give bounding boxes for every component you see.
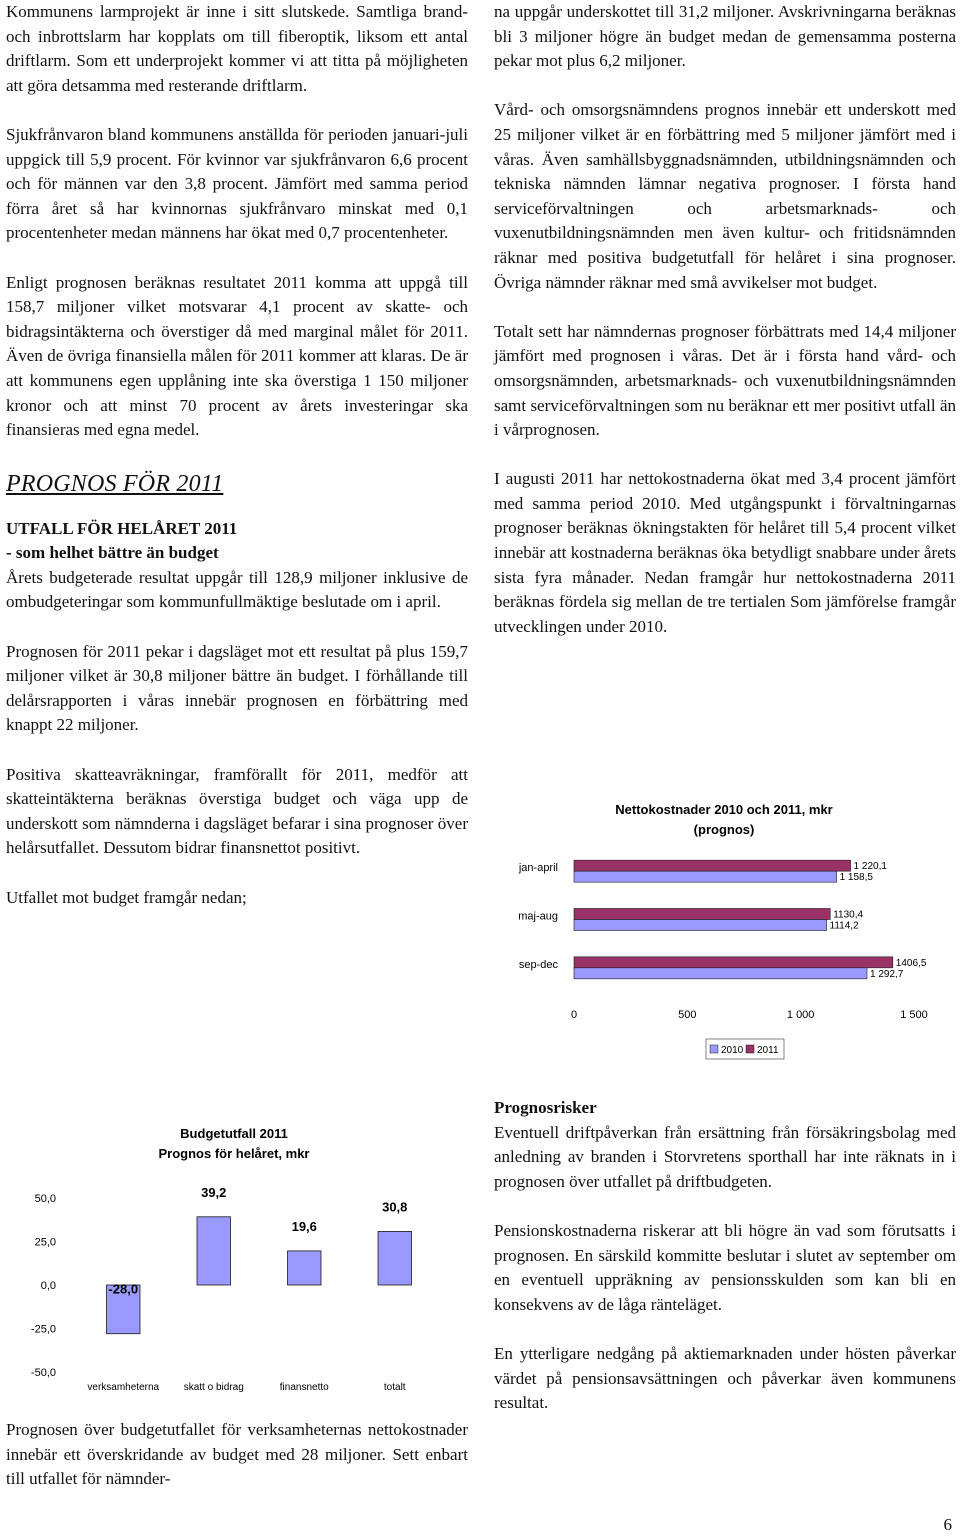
heading-prognosrisker: Prognosrisker: [494, 1098, 597, 1117]
x-category-label: totalt: [383, 1382, 406, 1393]
y-category-label: maj-aug: [518, 910, 558, 923]
paragraph-skatteavrakningar: Positiva skatteavräkningar, framförallt för 2011, medför att skatteintäkterna beräknas överstiga budget och väga upp de underskott som nämnderna i dagsläget befarar i sina prognoser över helårsutfallet. Dessutom bidrar finansnettot positivt.: [6, 764, 468, 858]
x-tick-label: 1 000: [786, 1009, 815, 1021]
bar-value-label: 19,6: [291, 1218, 317, 1234]
bar-finansnetto: [288, 1251, 321, 1285]
y-tick-label: -50,0: [30, 1367, 56, 1379]
chart-subtitle: Prognos för helåret, mkr: [158, 1146, 310, 1161]
bar-value-label: 1 292,7: [870, 968, 904, 980]
y-category-label: jan-april: [518, 862, 558, 875]
bar-value-label: 1 220,1: [853, 861, 887, 873]
left-column-bottom: [6, 1418, 468, 1492]
x-category-label: skatt o bidrag: [183, 1382, 244, 1393]
bar-2011-jan-april: [574, 860, 851, 871]
budgetutfall-chart: [0, 1118, 470, 1400]
bar-value-label: 1130,4: [833, 909, 864, 921]
paragraph-forsakring: Eventuell driftpåverkan från ersättning från försäkringsbolag med anledning av branden i Storvretens sporthall har inte räknats in i prognosen över utfallet på driftbudgeten.: [494, 1122, 956, 1191]
paragraph-totalt: Totalt sett har nämndernas prognoser förbättrats med 14,4 miljoner jämfört med prognosen i våras. Det är i första hand vård- och omsorgsnämnden, arbetsmarknads- och vuxenutbildningsnämnden samt serviceförvaltningen som nu beräknar ett mer positivt utfall än i vårprognosen.: [494, 321, 956, 440]
x-tick-label: 1 500: [900, 1009, 928, 1021]
bar-totalt: [378, 1231, 411, 1285]
x-tick-label: 500: [678, 1009, 697, 1021]
y-tick-label: 50,0: [34, 1193, 56, 1205]
chart-title: Budgetutfall 2011: [180, 1126, 288, 1141]
bar-value-label: 1 158,5: [839, 872, 873, 884]
bar-2011-sep-dec: [574, 957, 893, 968]
y-category-label: sep-dec: [518, 958, 558, 971]
paragraph-underskott: na uppgår underskottet till 31,2 miljoner. Avskrivningarna beräknas bli 3 miljoner högre än budget medan de gemensamma posterna pekar mot plus 6,2 miljoner.: [494, 2, 956, 71]
paragraph-sjukfranvaro: Sjukfrånvaron bland kommunens anställda för perioden januari-juli uppgick till 5,9 procent. För kvinnor var sjukfrånvaron 6,6 procent och för männen var den 3,8 procent. Jämfört med samma period förra året så har kvinnornas sjukfrånvaro minskat med 0,1 procentenheter medan männens har ökat med 0,7 procentenheter.: [6, 124, 468, 243]
paragraph-pension: Pensionskostnaderna riskerar att bli högre än vad som förutsatts i prognosen. En särskild kommitte beslutar i slutet av september om en eventuell uppräkning av pensionsskulden som kan bli en konsekvens av de låga ränteläget.: [494, 1220, 956, 1314]
bar-value-label: 30,8: [382, 1199, 408, 1215]
x-category-label: verksamheterna: [87, 1382, 160, 1393]
right-column: [494, 0, 956, 639]
paragraph-verksamheter: Prognosen över budgetutfallet för verksamheternas nettokostnader innebär ett överskridande av budget med 28 miljoner. Sett enbart till utfallet för nämnder-: [6, 1420, 468, 1489]
paragraph-aktiemarknad: En ytterligare nedgång på aktiemarknaden under hösten påverkar värdet på pensionsavsättningen och påverkar även kommunens resultat.: [494, 1343, 956, 1413]
paragraph-larmprojekt: Kommunens larmprojekt är inne i sitt slutskede. Samtliga brand- och inbrottslarm har kopplats om till fiberoptik, liksom ett antal driftlarm. Som ett underprojekt kommer vi att titta på möjligheten att göra detsamma med resterande driftlarm.: [6, 2, 468, 95]
y-tick-label: -25,0: [30, 1323, 56, 1336]
paragraph-prognos-resultat: Prognosen för 2011 pekar i dagsläget mot ett resultat på plus 159,7 miljoner vilket är 30,8 miljoner bättre än budget. I förhållande till delårsrapporten i våras innebär prognosen en förbättring med knappt 22 miljoner.: [6, 641, 468, 735]
bar-value-label: 39,2: [201, 1184, 227, 1200]
heading-prognos: PROGNOS FÖR 2011: [6, 470, 224, 497]
x-category-label: finansnetto: [279, 1382, 329, 1393]
page-number: 6: [943, 1515, 952, 1534]
left-column: [6, 0, 468, 910]
paragraph-augusti: I augusti 2011 har nettokostnaderna ökat med 3,4 procent jämfört med samma period 2010. Med utgångspunkt i förvaltningarnas prognoser beräknas ökningstakten för helåret till 5,4 procent vilket innebär att kostnaderna beräknas öka betydligt snabbare under årets sista fyra månader. Nedan framgår hur nettokostnaderna 2011 beräknas fördela sig mellan de tre tertialen Som jämförelse framgår utvecklingen under 2010.: [494, 469, 956, 636]
x-tick-label: 0: [570, 1009, 578, 1021]
budgetutfall-chart-svg: [0, 1118, 470, 1400]
bar-value-label: 1114,2: [829, 920, 859, 932]
bar-2010-maj-aug: [574, 920, 827, 931]
legend-label: 2010: [721, 1045, 744, 1056]
legend-swatch-2010: [710, 1045, 718, 1053]
bar-2010-jan-april: [574, 871, 837, 882]
legend-label: 2011: [757, 1045, 779, 1056]
heading-utfall-sub: - som helhet bättre än budget: [6, 543, 219, 563]
bar-skatt-o-bidrag: [197, 1217, 230, 1285]
nettokostnader-chart: [494, 790, 956, 1070]
paragraph-budgeterat: Årets budgeterade resultat uppgår till 128,9 miljoner inklusive de ombudgeteringar som kommunfullmäktige beslutade om i april.: [6, 567, 468, 612]
heading-utfall: UTFALL FÖR HELÅRET 2011: [6, 518, 238, 538]
legend-swatch-2011: [746, 1045, 754, 1053]
chart-subtitle: (prognos): [693, 822, 755, 837]
right-column-bottom: [494, 1096, 956, 1416]
y-tick-label: 0,0: [40, 1280, 56, 1292]
paragraph-utfallet-intro: Utfallet mot budget framgår nedan;: [6, 887, 247, 907]
y-tick-label: 25,0: [34, 1236, 56, 1249]
bar-2011-maj-aug: [574, 909, 830, 920]
chart-title: Nettokostnader 2010 och 2011, mkr: [615, 802, 833, 817]
bar-value-label: 1406,5: [895, 957, 927, 969]
paragraph-vard-omsorg: Vård- och omsorgsnämndens prognos innebär ett underskott med 25 miljoner vilket är en förbättring med 5 miljoner jämfört med i våras. Även samhällsbyggnadsnämnden, utbildningsnämnden och tekniska nämnden lämnar negativa prognoser. I första hand serviceförvaltningen och arbetsmarknads- och vuxenutbildningsnämnden men även kultur- och fritidsnämnden räknar med positiva budgetutfall för helåret i sina prognoser. Övriga nämnder räknar med små avvikelser mot budget.: [494, 100, 956, 292]
nettokostnader-chart-svg: [494, 790, 956, 1070]
paragraph-resultat: Enligt prognosen beräknas resultatet 2011 komma att uppgå till 158,7 miljoner vilket motsvarar 4,1 procent av skatte- och bidragsintäkterna och överstiger då med marginal målet för 2011. Även de övriga finansiella målen för 2011 kommer att klaras. De är att kommunens egen upplåning inte ska överstiga 1 150 miljoner kronor och att minst 70 procent av årets investeringar ska finansieras med egna medel.: [6, 272, 468, 440]
bar-value-label: -28,0: [108, 1281, 139, 1297]
bar-2010-sep-dec: [574, 968, 867, 979]
